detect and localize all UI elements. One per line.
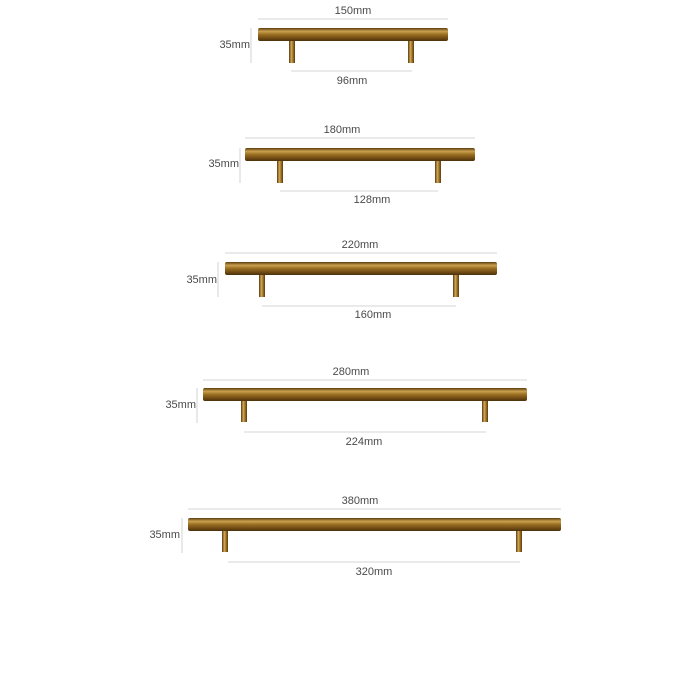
height-label: 35mm <box>208 158 239 170</box>
handle-leg-left <box>259 274 265 297</box>
handle-150mm <box>219 5 448 87</box>
handle-leg-right <box>435 160 441 183</box>
length-label: 280mm <box>332 366 370 378</box>
handle-leg-left <box>289 40 295 63</box>
length-label: 180mm <box>323 124 361 136</box>
handle-leg-left <box>277 160 283 183</box>
handle-220mm <box>186 239 497 321</box>
spacing-label: 320mm <box>355 566 393 578</box>
spacing-label: 96mm <box>336 75 368 87</box>
handle-leg-right <box>408 40 414 63</box>
handle-leg-right <box>482 400 488 422</box>
height-label: 35mm <box>186 274 217 286</box>
spacing-label: 160mm <box>354 309 392 321</box>
handle-leg-left <box>241 400 247 422</box>
height-label: 35mm <box>219 39 250 51</box>
handle-leg-right <box>453 274 459 297</box>
handle-leg-left <box>222 530 228 552</box>
handle-bar <box>245 148 475 161</box>
height-label: 35mm <box>165 399 196 411</box>
handle-180mm <box>208 124 475 206</box>
handle-bar <box>188 518 561 531</box>
handle-bar <box>225 262 497 275</box>
handle-bar <box>258 28 448 41</box>
spacing-label: 128mm <box>353 194 391 206</box>
handle-380mm <box>149 495 561 578</box>
spacing-label: 224mm <box>345 436 383 448</box>
handle-leg-right <box>516 530 522 552</box>
handle-280mm <box>165 366 527 448</box>
handle-bar <box>203 388 527 401</box>
height-label: 35mm <box>149 529 180 541</box>
length-label: 220mm <box>341 239 379 251</box>
length-label: 380mm <box>341 495 379 507</box>
length-label: 150mm <box>334 5 372 17</box>
